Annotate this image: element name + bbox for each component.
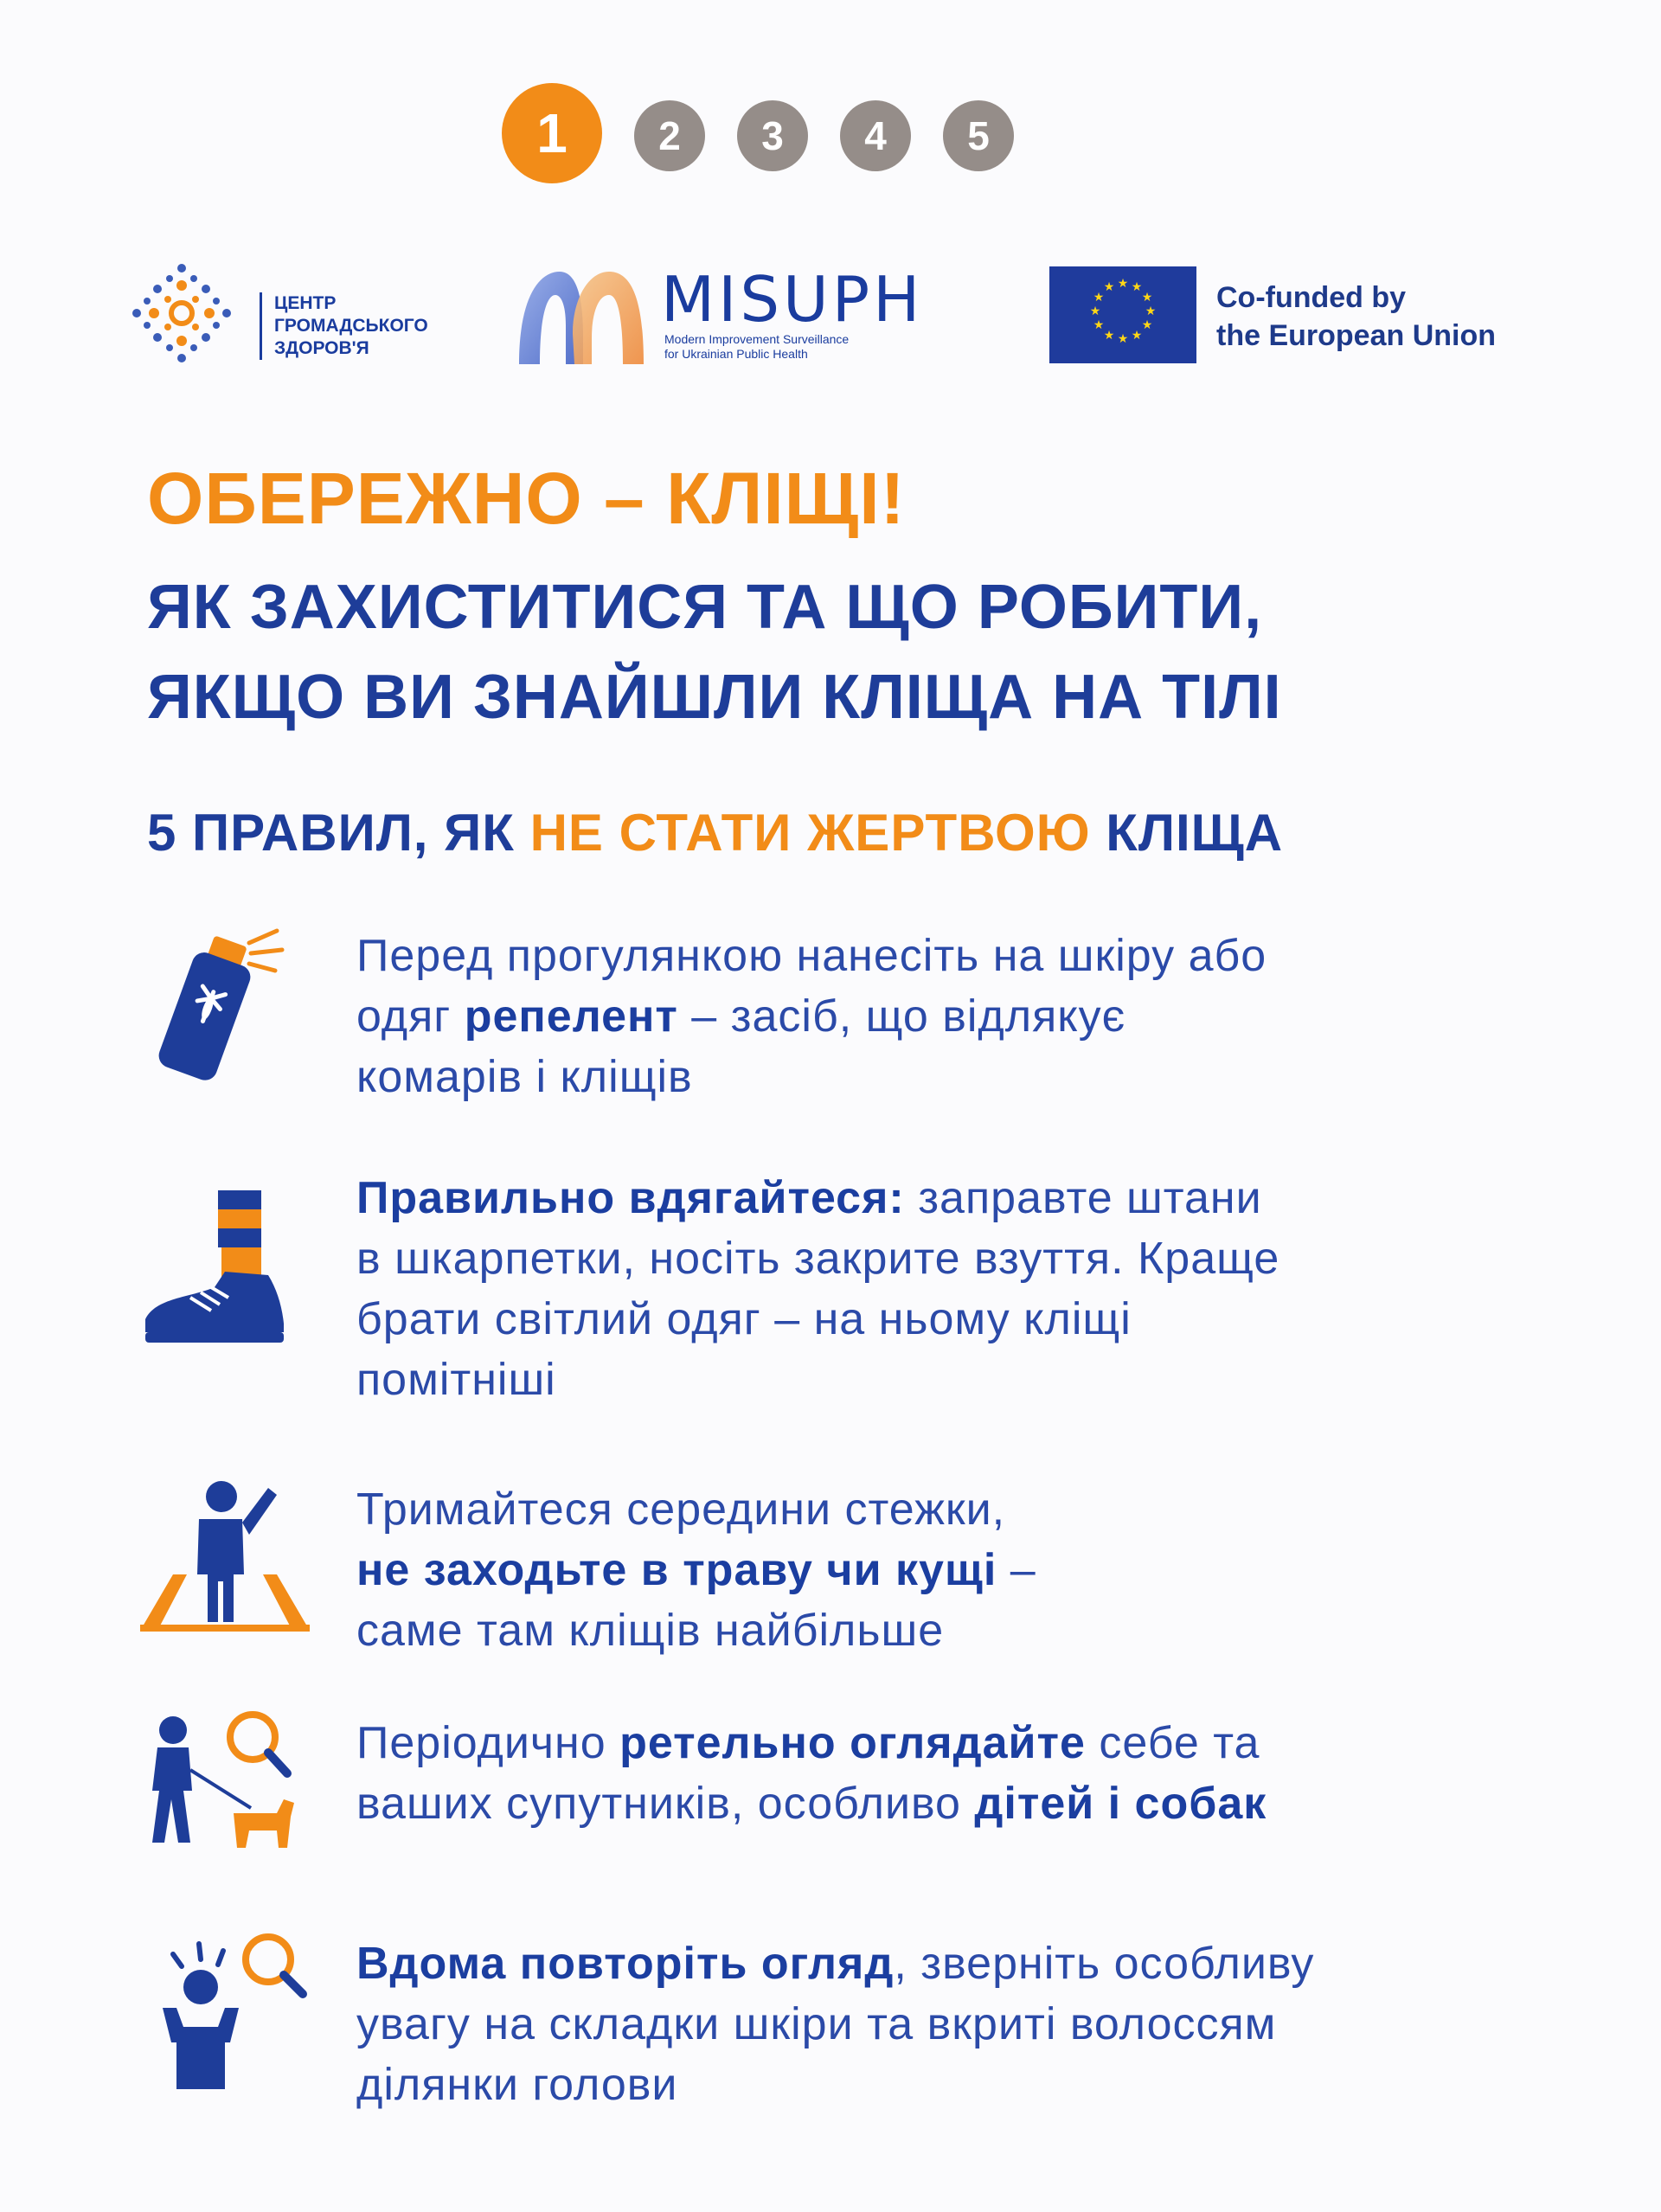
person-on-path-icon bbox=[138, 1471, 311, 1644]
rule-text-segment: – bbox=[997, 1545, 1036, 1595]
page-title: ОБЕРЕЖНО – КЛІЩІ! bbox=[147, 458, 906, 539]
page-indicator bbox=[502, 83, 1021, 187]
svg-text:★: ★ bbox=[1131, 329, 1143, 343]
inspect-person-dog-icon bbox=[138, 1696, 311, 1869]
misuph-m-logo-icon bbox=[512, 256, 651, 377]
rule-text-emphasis: дітей і собак bbox=[974, 1779, 1267, 1829]
rule-text-3 bbox=[356, 1479, 1568, 1661]
eu-text-line-2: the European Union bbox=[1216, 319, 1496, 352]
rule-5-line-3 bbox=[356, 2055, 1568, 2115]
rule-text-emphasis: Правильно вдягайтеся: bbox=[356, 1173, 905, 1223]
rule-3-line-3 bbox=[356, 1600, 1568, 1661]
page-dot-3[interactable]: 3 bbox=[737, 100, 808, 171]
svg-text:★: ★ bbox=[1141, 318, 1153, 332]
rule-text-segment: увагу на складки шкіри та вкриті волоссям bbox=[356, 1999, 1277, 2049]
svg-text:★: ★ bbox=[1145, 305, 1157, 318]
page-dot-1[interactable]: 1 bbox=[502, 83, 602, 183]
phc-line-2: ГРОМАДСЬКОГО bbox=[274, 316, 428, 336]
rule-text-segment: комарів і кліщів bbox=[356, 1052, 693, 1102]
rule-1-line-3 bbox=[356, 1047, 1568, 1107]
phc-line-1: ЦЕНТР bbox=[274, 293, 337, 313]
rule-1-line-2 bbox=[356, 986, 1568, 1047]
rule-4-line-1 bbox=[356, 1713, 1568, 1773]
misuph-subtitle-line-1: Modern Improvement Surveillance bbox=[664, 332, 850, 346]
svg-text:★: ★ bbox=[1093, 291, 1105, 305]
sock-shoe-icon bbox=[138, 1185, 311, 1358]
phc-cross-logo-icon bbox=[130, 261, 234, 365]
page-dot-5[interactable]: 5 bbox=[943, 100, 1014, 171]
rule-text-segment: , зверніть особливу bbox=[894, 1939, 1315, 1989]
rule-text-segment: заправте штани bbox=[904, 1173, 1262, 1223]
misuph-name: MISUPH bbox=[661, 263, 924, 336]
rule-text-segment: в шкарпетки, носіть закрите взуття. Краще bbox=[356, 1234, 1280, 1284]
rule-2-line-3 bbox=[356, 1289, 1568, 1350]
rules-heading-accent: НЕ СТАТИ ЖЕРТВОЮ bbox=[529, 804, 1091, 862]
svg-text:★: ★ bbox=[1089, 305, 1101, 318]
eu-stars bbox=[1049, 266, 1196, 363]
rule-3-line-1 bbox=[356, 1479, 1568, 1540]
rules-heading-part2: КЛІЩА bbox=[1090, 804, 1284, 862]
rule-text-5 bbox=[356, 1933, 1568, 2115]
rule-text-segment: ваших супутників, особливо bbox=[356, 1779, 975, 1829]
rule-text-4 bbox=[356, 1713, 1568, 1834]
svg-text:★: ★ bbox=[1141, 291, 1153, 305]
rule-text-segment: себе та bbox=[1085, 1718, 1260, 1768]
partner-logos bbox=[0, 256, 1661, 377]
rule-text-segment: – засіб, що відлякує bbox=[677, 991, 1126, 1042]
rule-text-segment: Тримайтеся середини стежки, bbox=[356, 1484, 1006, 1535]
rule-5-line-2 bbox=[356, 1994, 1568, 2055]
page-dot-2[interactable]: 2 bbox=[634, 100, 705, 171]
svg-text:★: ★ bbox=[1103, 329, 1115, 343]
rule-5-line-1 bbox=[356, 1933, 1568, 1994]
misuph-logo bbox=[512, 256, 962, 377]
rule-text-segment: брати світлий одяг – на ньому кліщі bbox=[356, 1294, 1132, 1344]
svg-text:★: ★ bbox=[1131, 280, 1143, 294]
rule-text-segment: Перед прогулянкою нанесіть на шкіру або bbox=[356, 931, 1267, 981]
rules-heading bbox=[147, 803, 1283, 862]
rule-text-1 bbox=[356, 926, 1568, 1107]
eu-cofunded-text bbox=[1216, 279, 1496, 355]
phc-logo bbox=[130, 261, 441, 369]
misuph-subtitle-line-2: for Ukrainian Public Health bbox=[664, 347, 808, 361]
svg-text:★: ★ bbox=[1093, 318, 1105, 332]
svg-text:★: ★ bbox=[1117, 332, 1129, 346]
rule-2-line-2 bbox=[356, 1228, 1568, 1289]
rule-text-segment: Періодично bbox=[356, 1718, 620, 1768]
rules-heading-part1: 5 ПРАВИЛ, ЯК bbox=[147, 804, 530, 862]
phc-line-3: ЗДОРОВ'Я bbox=[274, 338, 369, 358]
svg-text:★: ★ bbox=[1117, 277, 1129, 291]
svg-text:★: ★ bbox=[1103, 280, 1115, 294]
page-dot-4[interactable]: 4 bbox=[840, 100, 911, 171]
rule-4-line-2 bbox=[356, 1773, 1568, 1834]
eu-flag-icon bbox=[1049, 266, 1196, 363]
self-check-magnifier-icon bbox=[138, 1925, 311, 2098]
subtitle-line-2: ЯКЩО ВИ ЗНАЙШЛИ КЛІЩА НА ТІЛІ bbox=[147, 663, 1282, 732]
subtitle-line-1: ЯК ЗАХИСТИТИСЯ ТА ЩО РОБИТИ, bbox=[147, 573, 1263, 642]
rule-2-line-1 bbox=[356, 1168, 1568, 1228]
rule-text-emphasis: Вдома повторіть огляд bbox=[356, 1939, 895, 1989]
misuph-subtitle bbox=[664, 332, 849, 362]
rule-text-emphasis: ретельно оглядайте bbox=[619, 1718, 1086, 1768]
rule-text-segment: одяг bbox=[356, 991, 465, 1042]
rule-text-segment: помітніші bbox=[356, 1355, 556, 1405]
rule-text-segment: ділянки голови bbox=[356, 2060, 678, 2110]
rule-text-emphasis: репелент bbox=[464, 991, 678, 1042]
rule-text-emphasis: не заходьте в траву чи кущі bbox=[356, 1545, 997, 1595]
page-subtitle bbox=[147, 562, 1282, 742]
rule-2-line-4 bbox=[356, 1350, 1568, 1410]
rule-text-segment: саме там кліщів найбільше bbox=[356, 1606, 945, 1656]
eu-text-line-1: Co-funded by bbox=[1216, 281, 1407, 314]
repellent-spray-icon bbox=[138, 917, 311, 1090]
rule-1-line-1 bbox=[356, 926, 1568, 986]
phc-logo-text bbox=[260, 292, 456, 360]
rule-3-line-2 bbox=[356, 1540, 1568, 1600]
rule-text-2 bbox=[356, 1168, 1568, 1410]
